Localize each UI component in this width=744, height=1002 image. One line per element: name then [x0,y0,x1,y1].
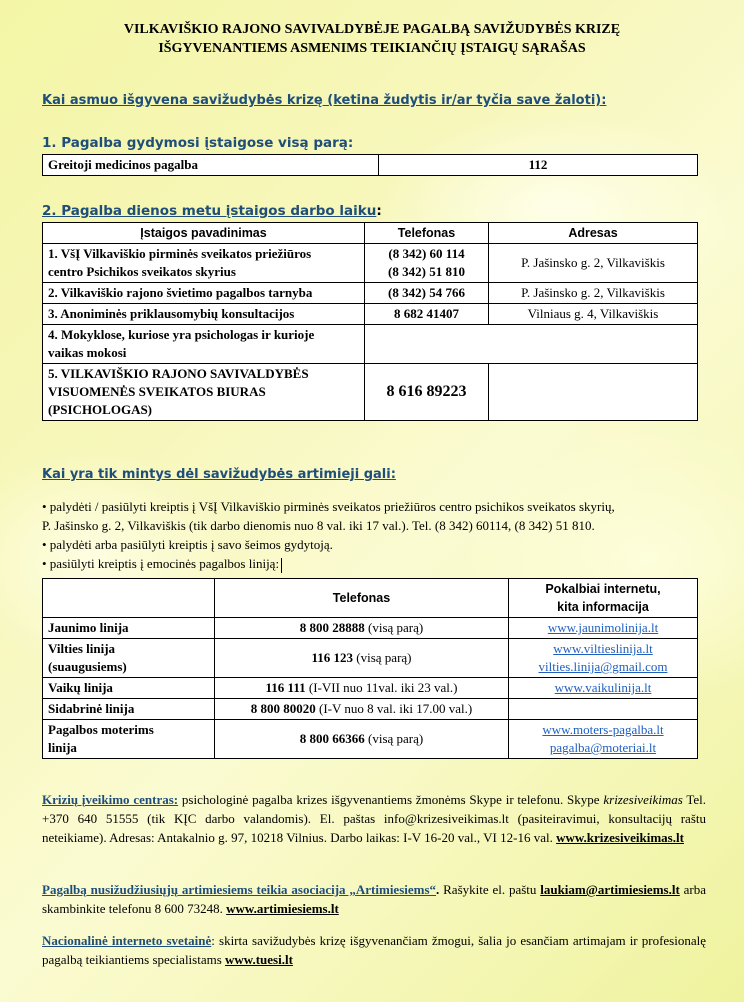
phone-number: 8 800 80020 [250,701,316,716]
name-line: linija [48,740,77,755]
institution-name: 3. Anoniminės priklausomybių konsultacijos [43,304,365,325]
bullet-item [42,554,706,573]
phone-number: 116 123 [311,650,354,665]
table-header-row [43,579,698,618]
institution-name [43,325,365,364]
paragraph-text: Tel. +370 640 51555 (tik KĮC darbo valandomis). El. paštas info@krizesiveikimas.lt (pasiteiravimui, konsultacijų raštu neteikiame). Adresas: Antakalnio g. 97, 10218 Vilnius. Darbo laikas: I-V 16-20 val., VI 12-16 val. [42,792,706,845]
email-link[interactable]: pagalba@moteriai.lt [549,740,657,755]
empty-cell [509,699,698,720]
col-header-address: Adresas [489,223,698,244]
bullet-text: • pasiūlyti kreiptis į emocinės pagalbos liniją: [42,556,280,571]
website-link[interactable]: www.artimiesiems.lt [226,901,339,916]
crisis-heading: Kai asmuo išgyvena savižudybės krizę (ketina žudytis ir/ar tyčia save žaloti): [42,93,607,108]
address: Vilniaus g. 4, Vilkaviškis [489,304,698,325]
table-row [43,304,698,325]
crisis-center-label: Krizių įveikimo centras: [42,792,179,807]
line-links [509,720,698,759]
phone-number: 112 [379,155,698,176]
line-links [509,618,698,639]
col-header-name: Įstaigos pavadinimas [43,223,365,244]
hours: (visą parą) [353,650,412,665]
empty-cell [489,364,698,421]
relatives-bullets [42,497,706,573]
national-site-paragraph [42,931,706,969]
paragraph-text: arba skambinkite telefonu 8 600 73248. [42,882,706,916]
title-line-2: IŠGYVENANTIEMS ASMENIMS TEIKIANČIŲ ĮSTAIGŲ SĄRAŠAS [158,41,586,56]
bullet-item: • palydėti arba pasiūlyti kreiptis į savo šeimos gydytoją. [42,537,333,552]
name-line: centro Psichikos sveikatos skyrius [48,264,236,279]
phone-number: 8 800 66366 [299,731,365,746]
name-line: (suaugusiems) [48,659,127,674]
line-phone [215,720,509,759]
empty-cell [365,325,698,364]
table-row [43,283,698,304]
line-links [509,678,698,699]
address: P. Jašinsko g. 2, Vilkaviškis [489,244,698,283]
email-link[interactable]: vilties.linija@gmail.com [538,659,668,674]
table-row [43,364,698,421]
empty-header-cell [43,579,215,618]
table-row [43,325,698,364]
line-name: Sidabrinė linija [43,699,215,720]
phone-number: 8 682 41407 [365,304,489,325]
hours: (I-VII nuo 11val. iki 23 val.) [305,680,458,695]
relatives-heading: Kai yra tik mintys dėl savižudybės artimieji gali: [42,467,396,482]
col-header-phone: Telefonas [215,579,509,618]
line-name: Jaunimo linija [43,618,215,639]
name-line: 5. VILKAVIŠKIO RAJONO SAVIVALDYBĖS [48,366,309,381]
section1-table [42,154,698,176]
name-line: Pagalbos moterims [48,722,154,737]
phone-number: 8 616 89223 [365,364,489,421]
page-title [40,20,704,58]
section1-heading: 1. Pagalba gydymosi įstaigose visą parą: [42,135,354,151]
line-links [509,639,698,678]
phone-number: (8 342) 54 766 [365,283,489,304]
section2-heading [42,203,382,219]
name-line: 4. Mokyklose, kuriose yra psichologas ir kurioje [48,327,315,342]
section2-table [42,222,698,421]
table-row [43,244,698,283]
institution-name: Greitoji medicinos pagalba [43,155,379,176]
institution-name [43,244,365,283]
title-line-1: VILKAVIŠKIO RAJONO SAVIVALDYBĖJE PAGALBĄ SAVIŽUDYBĖS KRIZĘ [123,22,621,37]
association-paragraph [42,880,706,918]
paragraph-text: : skirta savižudybės krizę išgyvenančiam žmogui, šalia jo esančiam artimajam ir profesionalę pagalbą teikiantiems specialistams [42,933,706,967]
paragraph-text: psichologinė pagalba krizes išgyvenantiems žmonėms Skype ir telefonu. Skype [178,792,604,807]
bullet-item: • palydėti / pasiūlyti kreiptis į VšĮ Vilkaviškio pirminės sveikatos priežiūros centro psichikos sveikatos skyrių, [42,499,615,514]
name-line: (PSICHOLOGAS) [48,402,153,417]
table-row [43,678,698,699]
table-row [43,720,698,759]
line-name [43,639,215,678]
period: . [436,882,440,897]
table-header-row [43,223,698,244]
table-row [43,155,698,176]
name-line: Vilties linija [48,641,116,656]
hours: (visą parą) [364,731,424,746]
section2-heading-text: 2. Pagalba dienos metu įstaigos darbo laiku [42,203,377,219]
phone-line: (8 342) 60 114 [388,246,465,261]
text-cursor [281,558,282,573]
website-link[interactable]: www.krizesiveikimas.lt [556,830,684,845]
national-site-label: Nacionalinė interneto svetainė [42,933,212,948]
website-link[interactable]: www.viltieslinija.lt [553,641,653,656]
association-label: Pagalbą nusižudžiusiųjų artimiesiems teikia asociacija „Artimiesiems“ [42,882,437,897]
header-line: Pokalbiai internetu, [545,582,661,596]
crisis-center-paragraph [42,790,706,847]
line-phone [215,618,509,639]
line-phone [215,699,509,720]
name-line: VISUOMENĖS SVEIKATOS BIURAS [48,384,266,399]
website-link[interactable]: www.vaikulinija.lt [554,680,652,695]
address: P. Jašinsko g. 2, Vilkaviškis [489,283,698,304]
website-link[interactable]: www.tuesi.lt [225,952,293,967]
name-line: vaikas mokosi [48,345,127,360]
email-link[interactable]: laukiam@artimiesiems.lt [540,882,680,897]
line-phone [215,639,509,678]
phone-number [365,244,489,283]
institution-name [43,364,365,421]
phone-line: (8 342) 51 810 [388,264,465,279]
bullet-item-cont: P. Jašinsko g. 2, Vilkaviškis (tik darbo dienomis nuo 8 val. iki 17 val.). Tel. (8 342) 60114, (8 342) 51 810. [42,518,595,533]
table-row [43,618,698,639]
col-header-phone: Telefonas [365,223,489,244]
website-link[interactable]: www.jaunimolinija.lt [547,620,659,635]
line-name: Vaikų linija [43,678,215,699]
hours: (visą parą) [364,620,424,635]
table-row [43,639,698,678]
section2-heading-colon: : [376,203,382,219]
col-header-online [509,579,698,618]
line-name [43,720,215,759]
paragraph-text: Rašykite el. paštu [439,882,541,897]
phone-number: 8 800 28888 [299,620,365,635]
skype-name: krizesiveikimas [603,792,683,807]
phone-number: 116 111 [265,680,306,695]
website-link[interactable]: www.moters-pagalba.lt [542,722,664,737]
line-phone [215,678,509,699]
helplines-table [42,578,698,759]
table-row [43,699,698,720]
name-line: 1. VšĮ Vilkaviškio pirminės sveikatos priežiūros [48,246,312,261]
hours: (I-V nuo 8 val. iki 17.00 val.) [315,701,473,716]
header-line: kita informacija [557,600,649,614]
institution-name: 2. Vilkaviškio rajono švietimo pagalbos tarnyba [43,283,365,304]
